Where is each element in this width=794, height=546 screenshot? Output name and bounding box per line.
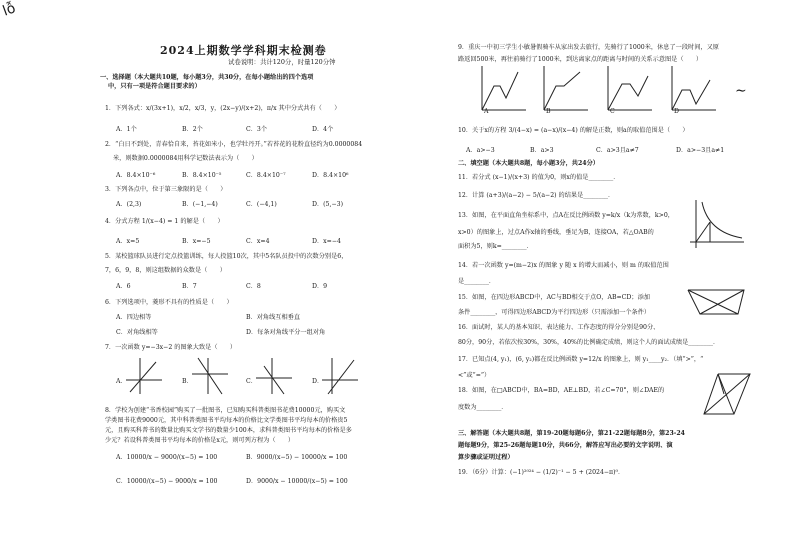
q13-figure	[686, 198, 746, 250]
q11-stem: 11．若分式 (x−1)/(x+3) 的值为0，则x的值是________．	[458, 174, 620, 181]
section1-heading: 一、选择题（本大题共10题，每小题3分，共30分，在每小题给出的四个选项	[100, 74, 314, 81]
exam-info: 试卷说明：共计120分，时量120分钟	[228, 58, 336, 66]
q3-opt-a: A．(2,3)	[116, 201, 142, 208]
q8-stem-3: 元，且购买科普书的数量比购买文学书的数量少100本，求科普类图书平均每本的价格是多	[105, 427, 352, 434]
q8-opt-d: D．9000/x − 10000/(x−5) = 100	[246, 478, 348, 485]
q7-graph-a	[124, 356, 164, 396]
q7-graph-d	[320, 356, 360, 396]
q5-stem-cont: 7，6，9，8，则这组数据的众数是（ ）	[105, 267, 226, 274]
q6-opt-d: D．每条对角线平分一组对角	[246, 329, 326, 336]
q12-stem: 12．计算 (a+3)/(a−2) − 5/(a−2) 的结果是________．	[458, 192, 615, 199]
q4-opt-b: B．x=−5	[182, 238, 211, 245]
q2-stem-cont: 米，则数据0.0000084用科学记数法表示为（ ）	[113, 155, 258, 162]
q7-stem: 7．一次函数 y=−3x−2 的图象大致是（ ）	[105, 344, 237, 351]
q15-stem-cont: 条件________，可得四边形ABCD为平行四边形（只需添加一个条件）	[458, 309, 651, 316]
q18-stem-cont: 度数为________．	[458, 404, 508, 411]
q5-stem: 5．某校篮球队员进行定点投篮训练，每人投篮10次，其中5名队员投中的次数分别是6，	[105, 253, 348, 260]
q6-stem: 6．下列选项中，菱形不具有的性质是（ ）	[105, 299, 233, 306]
q13-stem-2: x>0）的图象上，过点A作x轴的垂线，垂足为B，连接OA，若△OAB的	[458, 229, 654, 236]
q7-graph-c	[254, 356, 294, 396]
q1-opt-b: B．2个	[182, 126, 203, 133]
corner-handwritten-mark: lỗ	[0, 0, 18, 20]
q4-opt-d: D．x=−4	[312, 238, 341, 245]
q14-stem-cont: 是________．	[458, 278, 496, 285]
q3-stem: 3．下列各点中，位于第三象限的是（ ）	[105, 186, 227, 193]
q3-opt-b: B．(−1,−4)	[182, 201, 218, 208]
q5-opt-d: D．9	[312, 283, 328, 290]
q16-stem: 16．面试时，某人的基本知识、表达能力、工作态度的得分分别是90分、	[458, 324, 660, 331]
q2-opt-d: D．8.4×10⁶	[312, 172, 349, 179]
q7-opt-d: D．	[312, 378, 324, 385]
q13-stem: 13．如图，在平面直角坐标系中，点A在反比例函数 y=k/x（k为常数，k>0，	[458, 212, 674, 219]
q9-stem: 9．重庆一中初三学生小敏暑假骑车从家出发去旅行，先骑行了1000米，休息了一段时间，又原	[458, 44, 719, 51]
q13-stem-3: 面积为5，则k=________．	[458, 243, 533, 250]
q14-stem: 14．若一次函数 y=(m−2)x 的图象 y 随 x 的增大而减小，则 m 的取值范围	[458, 262, 669, 269]
q9-stem-cont: 路返回500米，再往前骑行了1000米，到达离家点的距离与时间的关系示意图是（ ）	[458, 56, 703, 63]
q4-opt-a: A．x=5	[116, 238, 140, 245]
q16-stem-cont: 80分，90分，若依次按30%，30%，40%的比例确定成绩，则这个人的面试成绩是________．	[458, 339, 720, 346]
q4-opt-c: C．x=4	[246, 238, 270, 245]
q5-opt-a: A．6	[116, 283, 131, 290]
q7-opt-c: C．	[246, 378, 257, 385]
q19-stem: 19．（6分）计算：(−1)²⁰²⁴ − (1/2)⁻¹ − 5 + (2024−π)⁰．	[458, 469, 625, 476]
q1-opt-c: C．3个	[246, 126, 268, 133]
exam-title: 2024上期数学学科期末检测卷	[160, 44, 327, 57]
q17-stem-cont: <”或“=”）	[458, 372, 491, 379]
q7-graph-b	[190, 356, 230, 396]
q6-opt-b: B．对角线互相垂直	[246, 314, 301, 321]
q10-stem: 10．关于x的方程 3/(4−x) = (a−x)/(x−4) 的解是正数，则a的取值范围是（ ）	[458, 127, 689, 134]
q8-opt-c: C．10000/(x−5) − 9000/x = 100	[116, 478, 218, 485]
q3-opt-d: D．(5,−3)	[312, 201, 344, 208]
q8-stem-4: 少元？若设科普类图书平均每本的价格是x元，则可列方程为（ ）	[105, 437, 295, 444]
q18-stem: 18．如图，在□ABCD中，BA=BD，AE⊥BD，若∠C=70°，则∠DAE的	[458, 387, 665, 394]
q1-opt-d: D．4个	[312, 126, 334, 133]
section2-heading: 二、填空题（本大题共8题，每小题3分，共24分）	[458, 160, 599, 167]
q1-stem: 1．下列各式：x/(3x+1)，x/2，x/3，y，(2x−y)/(x+2)，π/x 其中分式共有（ ）	[105, 105, 341, 112]
section3-heading: 三、解答题（本大题共8题，第19-20题每题6分，第21-22题每题8分，第23-24	[458, 430, 685, 437]
section1-heading-cont: 中，只有一项是符合题目要求的）	[108, 83, 201, 90]
q8-opt-b: B．9000/(x−5) − 10000/x = 100	[246, 454, 348, 461]
q10-opt-c: C．a>3且a≠7	[596, 147, 639, 154]
q9-label-b: B	[546, 108, 551, 115]
q10-opt-d: D．a>−3且a≠1	[676, 147, 725, 154]
q5-opt-c: C．8	[246, 283, 261, 290]
q1-opt-a: A．1个	[116, 126, 137, 133]
handwritten-squiggle: ∼	[735, 83, 747, 99]
q8-stem-2: 学类图书花费9000元，其中科普类图书平均每本的价格比文学类图书平均每本的价格贵5	[105, 417, 348, 424]
q5-opt-b: B．7	[182, 283, 197, 290]
q9-label-a: A	[484, 108, 489, 115]
q7-opt-b: B．	[182, 378, 193, 385]
q18-figure	[700, 370, 754, 420]
q9-label-c: C	[610, 108, 615, 115]
q2-opt-c: C．8.4×10⁻⁷	[246, 172, 286, 179]
q6-opt-c: C．对角线相等	[116, 329, 158, 336]
q2-opt-a: A．8.4×10⁻⁶	[116, 172, 156, 179]
q17-stem: 17．已知点(4, y₁)，(6, y₂)都在反比例函数 y=12/x 的图象上，则 y₁____y₂．（填“>”，“	[458, 356, 704, 363]
q10-opt-b: B．a>3	[530, 147, 554, 154]
section3-heading-3: 算步骤或证明过程）	[458, 454, 514, 461]
q2-opt-b: B．8.4×10⁻⁵	[182, 172, 222, 179]
q2-stem: 2．“白日不到处，青春恰自来，苔花如米小，也学牡丹开。”若苔花的花粉直径约为0.0000084	[105, 141, 363, 148]
q8-opt-a: A．10000/x − 9000/(x−5) = 100	[116, 454, 218, 461]
q6-opt-a: A．四边相等	[116, 314, 152, 321]
q3-opt-c: C．(−4,1)	[246, 201, 277, 208]
q15-figure	[684, 286, 754, 320]
q4-stem: 4．分式方程 1/(x−4) = 1 的解是（ ）	[105, 218, 224, 225]
q9-label-d: D	[674, 108, 679, 115]
section3-heading-2: 题每题9分，第25-26题每题10分，共66分，解答应写出必要的文字说明、演	[458, 442, 673, 449]
q8-stem: 8．学校为创建“书香校园”购买了一批图书，已知购买科普类图书花费10000元，购买文	[105, 407, 346, 414]
q10-opt-a: A．a>−3	[466, 147, 495, 154]
q7-opt-a: A．	[116, 378, 127, 385]
q15-stem: 15．如图，在四边形ABCD中，AC与BD相交于点O，AB=CD；添加	[458, 294, 650, 301]
